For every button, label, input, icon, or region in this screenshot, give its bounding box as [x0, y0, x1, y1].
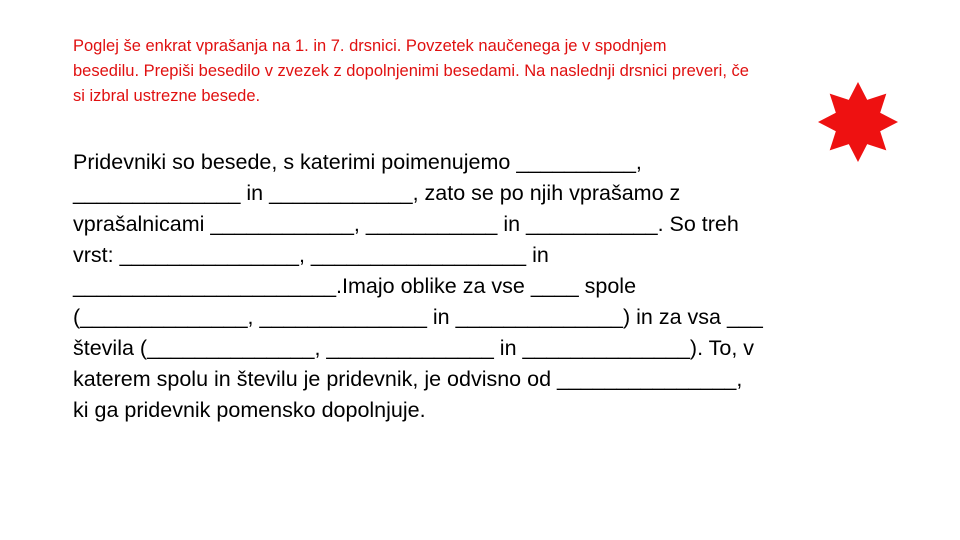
paragraph-line: ki ga pridevnik pomensko dopolnjuje. [73, 398, 426, 422]
paragraph-line: ______________ in ____________, zato se po njih vprašamo z [73, 181, 681, 205]
paragraph-line: vrst: _______________, __________________ in [73, 243, 549, 267]
paragraph-line: Pridevniki so besede, s katerimi poimenujemo __________, [73, 150, 642, 174]
paragraph-line: katerem spolu in številu je pridevnik, je odvisno od _______________, [73, 367, 743, 391]
paragraph-line: vprašalnicami ____________, ___________ in ___________. So treh [73, 212, 739, 236]
instruction-text [73, 34, 903, 109]
paragraph-line: ______________________.Imajo oblike za vse ____ spole [73, 274, 637, 298]
instruction-line: besedilu. Prepiši besedilo v zvezek z dopolnjenimi besedami. Na naslednji drsnici preveri, če [73, 62, 749, 80]
fill-in-paragraph [73, 147, 923, 426]
instruction-line: si izbral ustrezne besede. [73, 87, 261, 105]
paragraph-line: (______________, ______________ in ______________) in za vsa ___ [73, 305, 763, 329]
instruction-line: Poglej še enkrat vprašanja na 1. in 7. drsnici. Povzetek naučenega je v spodnjem [73, 37, 667, 55]
paragraph-line: števila (______________, ______________ in ______________). To, v [73, 336, 755, 360]
